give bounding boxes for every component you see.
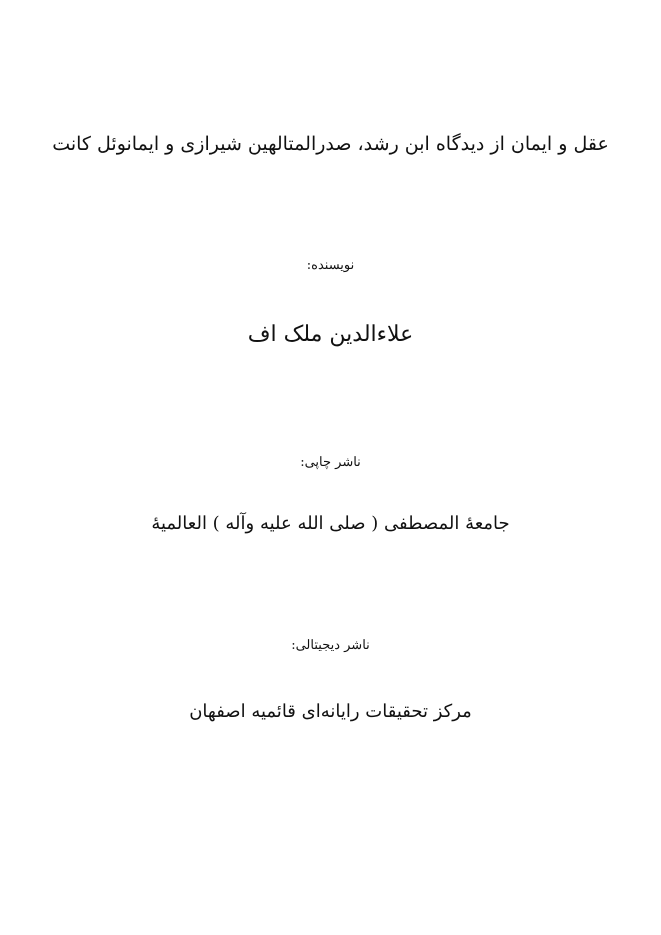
book-title: عقل و ایمان از دیدگاه ابن رشد، صدرالمتالهین شیرازی و ایمانوئل کانت [52,133,609,155]
digital-publisher-label: ناشر دیجیتالی: [291,638,370,653]
author-name: علاءالدین ملک اف [247,322,414,347]
digital-publisher: مرکز تحقیقات رایانه‌ای قائمیه اصفهان [189,701,472,722]
print-publisher: جامعهٔ المصطفی ( صلی الله علیه وآله ) العالمیهٔ [151,513,510,534]
print-publisher-label: ناشر چاپی: [300,455,361,470]
author-label: نویسنده: [306,258,355,273]
